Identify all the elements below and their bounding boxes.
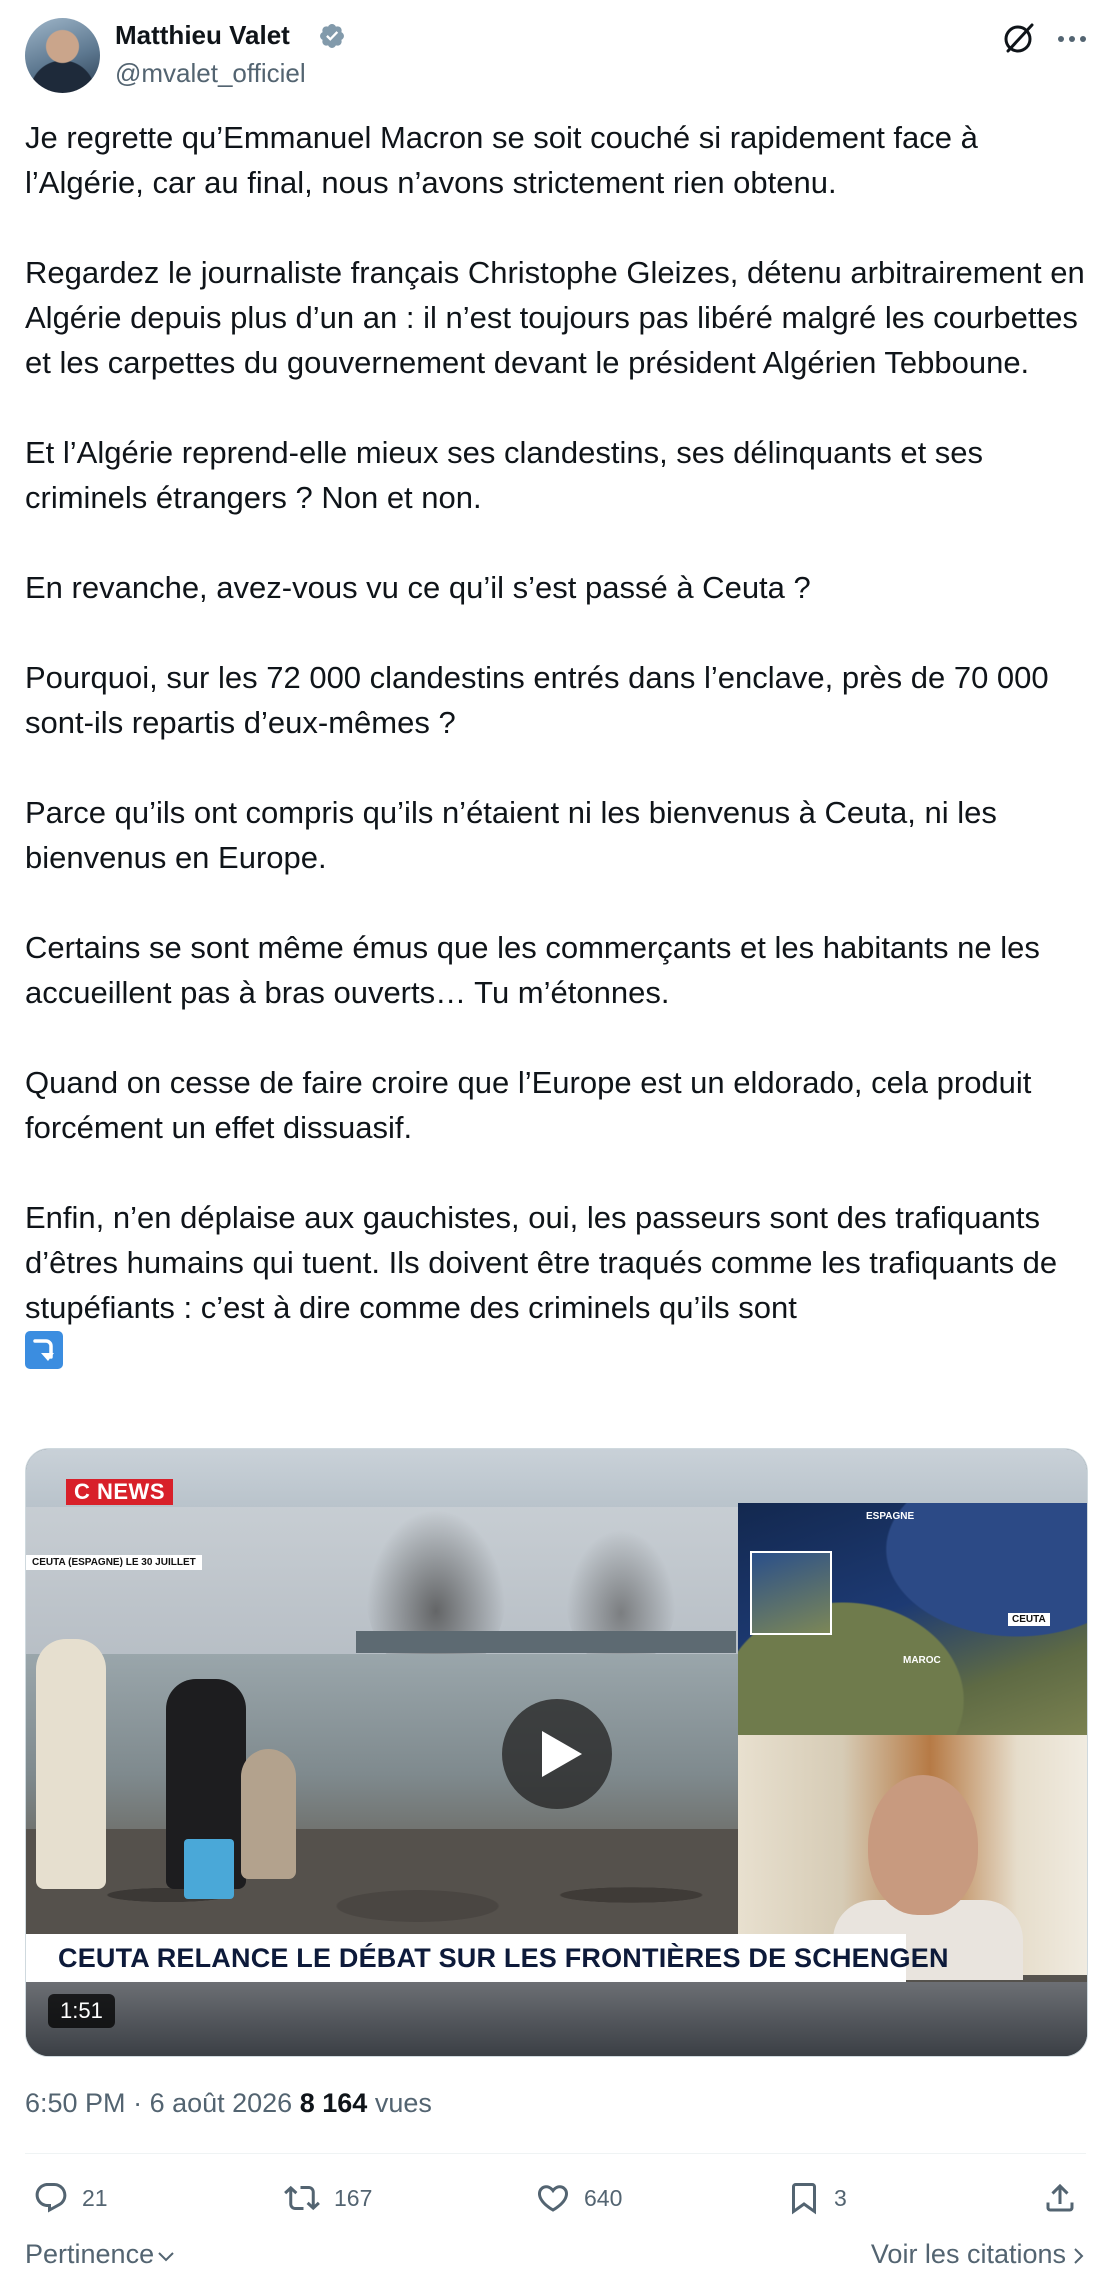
location-caption: CEUTA (ESPAGNE) LE 30 JUILLET [26, 1555, 202, 1570]
tweet-paragraph: Quand on cesse de faire croire que l’Europe est un eldorado, cela produit forcément un effet dissuasif. [25, 1065, 1041, 1145]
person-figure [184, 1839, 234, 1899]
bookmark-icon [786, 2180, 822, 2216]
reply-icon [32, 2180, 70, 2216]
person-figure [36, 1639, 106, 1889]
bookmark-count: 3 [834, 2184, 847, 2211]
map-label-ceuta: CEUTA [1008, 1613, 1050, 1626]
sort-dropdown[interactable] [25, 2239, 176, 2270]
avatar[interactable] [25, 18, 100, 93]
tweet-paragraph: Et l’Algérie reprend-elle mieux ses clandestins, ses délinquants et ses criminels étrangers ? Non et non. [25, 435, 992, 515]
video-top-strip [26, 1449, 1087, 1507]
play-button[interactable] [502, 1699, 612, 1809]
tweet-paragraph: Certains se sont même émus que les commerçants et les habitants ne les accueillent pas à bras ouverts… Tu m’étonnes. [25, 930, 1049, 1010]
video-player[interactable] [25, 1448, 1088, 2057]
divider [25, 2153, 1086, 2154]
tweet-paragraph: En revanche, avez-vous vu ce qu’il s’est passé à Ceuta ? [25, 570, 811, 605]
tweet-text [25, 115, 1090, 1375]
tweet-meta [25, 2088, 432, 2119]
tweet-paragraph: Pourquoi, sur les 72 000 clandestins entrés dans l’enclave, près de 70 000 sont-ils repartis d’eux-mêmes ? [25, 660, 1058, 740]
like-count: 640 [584, 2184, 623, 2211]
tweet-date[interactable]: 6 août 2026 [149, 2088, 293, 2118]
tweet-paragraph: Parce qu’ils ont compris qu’ils n’étaient ni les bienvenus à Ceuta, ni les bienvenus en Europe. [25, 795, 1006, 875]
views-count: 8 164 [299, 2088, 368, 2118]
tweet-paragraph: Regardez le journaliste français Christophe Gleizes, détenu arbitrairement en Algérie depuis plus d’un an : il n’est toujours pas libéré malgré les courbettes et les carpettes du gouvernement devant le président Algérien Tebboune. [25, 255, 1092, 380]
sort-label: Pertinence [25, 2239, 155, 2269]
sea [26, 1654, 738, 1854]
bookmark-button[interactable] [786, 2178, 847, 2218]
tweet-paragraph-text: Enfin, n’en déplaise aux gauchistes, oui, les passeurs sont des trafiquants d’êtres humains qui tuent. Ils doivent être traqués comme les trafiquants de stupéfiants : c’est à dire comme des criminels qu’ils sont [25, 1200, 1066, 1325]
chevron-down-icon [156, 2246, 176, 2266]
person-figure [241, 1749, 296, 1879]
repost-icon [282, 2180, 322, 2216]
views-label: vues [374, 2088, 432, 2118]
arrow-right-curving-down-icon [25, 1331, 63, 1369]
tweet-header [25, 18, 1086, 96]
tweet-paragraph: Je regrette qu’Emmanuel Macron se soit couché si rapidement face à l’Algérie, car au final, nous n’avons strictement rien obtenu. [25, 120, 987, 200]
reply-count: 21 [82, 2184, 108, 2211]
video-headline: CEUTA RELANCE LE DÉBAT SUR LES FRONTIÈRES DE SCHENGEN [26, 1934, 906, 1982]
chevron-right-icon [1072, 2246, 1086, 2266]
grok-icon[interactable] [1001, 20, 1037, 56]
map-panel [738, 1503, 1087, 1735]
view-quotes-label: Voir les citations [870, 2239, 1066, 2269]
meta-separator: · [125, 2088, 150, 2118]
like-button[interactable] [534, 2178, 622, 2218]
repost-count: 167 [334, 2184, 373, 2211]
author-handle[interactable]: @mvalet_officiel [115, 58, 306, 88]
cnews-logo: C NEWS [66, 1479, 173, 1505]
map-label-spain: ESPAGNE [866, 1511, 915, 1522]
reply-button[interactable] [32, 2178, 108, 2218]
more-icon[interactable] [1055, 24, 1089, 54]
speaker-head [868, 1775, 978, 1915]
video-duration: 1:51 [48, 1994, 115, 2028]
share-icon [1042, 2180, 1078, 2216]
map-label-morocco: MAROC [903, 1655, 941, 1666]
share-button[interactable] [1042, 2178, 1090, 2218]
tweet-time[interactable]: 6:50 PM [25, 2088, 126, 2118]
play-icon [540, 1729, 584, 1779]
verified-badge-icon [318, 22, 346, 50]
view-quotes-link[interactable] [871, 2239, 1086, 2270]
video-bottom-bar [26, 1982, 1087, 2056]
author-name[interactable]: Matthieu Valet [115, 20, 290, 50]
map-inset [750, 1551, 832, 1635]
repost-button[interactable] [282, 2178, 372, 2218]
tweet-paragraph-last [25, 1195, 1090, 1375]
pier [356, 1631, 736, 1653]
rocks [26, 1829, 738, 1939]
heart-icon [534, 2180, 572, 2216]
